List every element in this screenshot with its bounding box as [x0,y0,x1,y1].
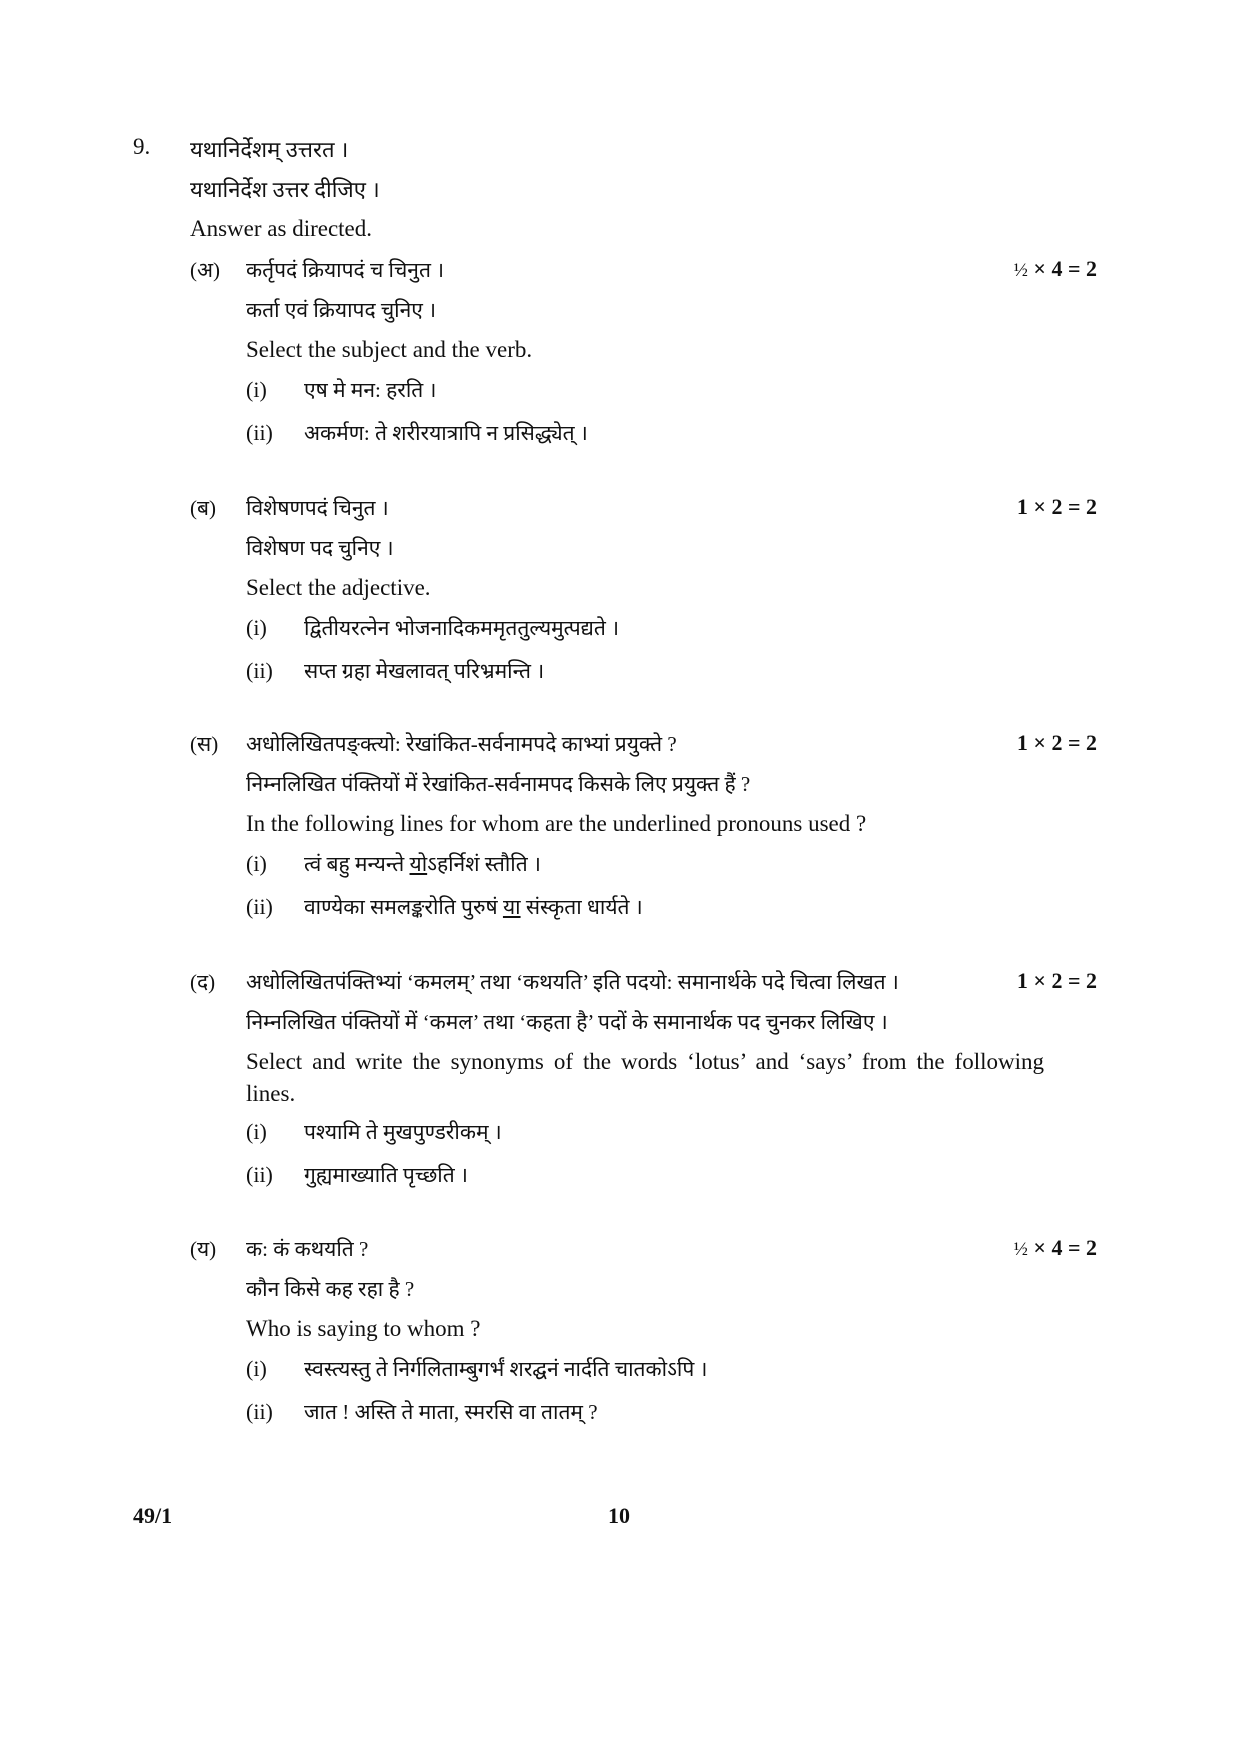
part-sanskrit: कर्तृपदं क्रियापदं च चिनुत । [246,258,445,282]
part-english: In the following lines for whom are the underlined pronouns used ? [246,811,867,836]
instruction-english: Answer as directed. [190,216,373,241]
option-number: (ii) [246,658,273,683]
marks-half: ½ [1013,1239,1028,1260]
option-text: जात ! अस्ति ते माता, स्मरसि वा तातम् ? [304,1400,598,1424]
option-text-post: ऽहर्निशं स्तौति । [427,852,541,876]
option-text: पश्यामि ते मुखपुण्डरीकम् । [304,1120,502,1144]
page-number: 10 [608,1503,630,1528]
part-hindi: कर्ता एवं क्रियापद चुनिए । [246,298,437,322]
instruction-hindi: यथानिर्देश उत्तर दीजिए । [190,177,380,202]
part-sanskrit: क: कं कथयति ? [246,1237,369,1261]
part-label: (अ) [190,258,221,282]
part-hindi: निम्नलिखित पंक्तियों में ‘कमल’ तथा ‘कहता है’ पदों के समानार्थक पद चुनकर लिखिए । [246,1010,888,1034]
underlined-pronoun: यो [409,852,428,876]
option-number: (i) [246,851,267,876]
part-marks [1017,730,1097,756]
marks-rest: 1 × 2 = 2 [1016,968,1097,993]
option-text: सप्त ग्रहा मेखलावत् परिभ्रमन्ति । [304,659,545,683]
part-hindi: कौन किसे कह रहा है ? [246,1277,415,1301]
part-sanskrit: अधोलिखितपङ्क्त्यो: रेखांकित-सर्वनामपदे काभ्यां प्रयुक्ते ? [246,732,677,756]
option-item [246,376,436,404]
part-hindi: विशेषण पद चुनिए । [246,536,394,560]
option-text: स्वस्त्यस्तु ते निर्गलिताम्बुगर्भं शरद्घनं नार्दति चातकोऽपि । [304,1357,708,1381]
option-text: गुह्यमाख्याति पृच्छति । [304,1163,468,1187]
part-marks [1014,1235,1097,1261]
option-number: (ii) [246,1162,273,1187]
option-text-pre: वाण्येका समलङ्करोति पुरुषं [304,895,503,919]
marks-rest: 1 × 2 = 2 [1016,494,1097,519]
part-english: Select the adjective. [246,575,431,600]
marks-rest: × 4 = 2 [1027,256,1097,281]
underlined-pronoun: या [502,895,521,919]
option-text: द्वितीयरत्नेन भोजनादिकममृततुल्यमुत्पद्यते । [304,616,620,640]
marks-half: ½ [1013,260,1028,281]
option-text: अकर्मण: ते शरीरयात्रापि न प्रसिद्ध्येत् । [304,421,588,445]
option-item [246,1398,598,1426]
part-label: (ब) [190,496,216,520]
option-item [246,1161,468,1189]
part-label: (स) [190,732,219,756]
marks-rest: × 4 = 2 [1027,1235,1097,1260]
paper-code: 49/1 [133,1503,173,1528]
marks-rest: 1 × 2 = 2 [1016,730,1097,755]
option-item [246,419,588,447]
part-hindi: निम्नलिखित पंक्तियों में रेखांकित-सर्वनामपद किसके लिए प्रयुक्त हैं ? [246,772,751,796]
option-number: (i) [246,1119,267,1144]
option-number: (ii) [246,894,273,919]
part-marks [1014,256,1097,282]
option-item [246,657,544,685]
part-english: Select the subject and the verb. [246,337,533,362]
option-number: (ii) [246,420,273,445]
option-item [246,850,541,878]
option-text-post: संस्कृता धार्यते । [520,895,643,919]
part-label: (य) [190,1237,217,1261]
part-english: Who is saying to whom ? [246,1316,481,1341]
instruction-sanskrit: यथानिर्देशम् उत्तरत । [190,137,349,162]
question-number: 9. [133,134,151,159]
option-number: (i) [246,615,267,640]
option-item [246,893,643,921]
part-sanskrit: विशेषणपदं चिनुत । [246,496,389,520]
part-marks [1017,968,1097,994]
option-item [246,614,619,642]
part-label: (द) [190,970,216,994]
option-item [246,1118,502,1146]
option-item [246,1355,707,1383]
option-number: (i) [246,377,267,402]
part-marks [1017,494,1097,520]
option-text: एष मे मन: हरति । [304,378,437,402]
option-number: (i) [246,1356,267,1381]
option-number: (ii) [246,1399,273,1424]
part-sanskrit: अधोलिखितपंक्तिभ्यां ‘कमलम्’ तथा ‘कथयति’ इति पदयो: समानार्थके पदे चित्वा लिखत । [246,970,899,994]
option-text-pre: त्वं बहु मन्यन्ते [304,852,410,876]
part-english: Select and write the synonyms of the words ‘lotus’ and ‘says’ from the following lines. [246,1049,1044,1106]
